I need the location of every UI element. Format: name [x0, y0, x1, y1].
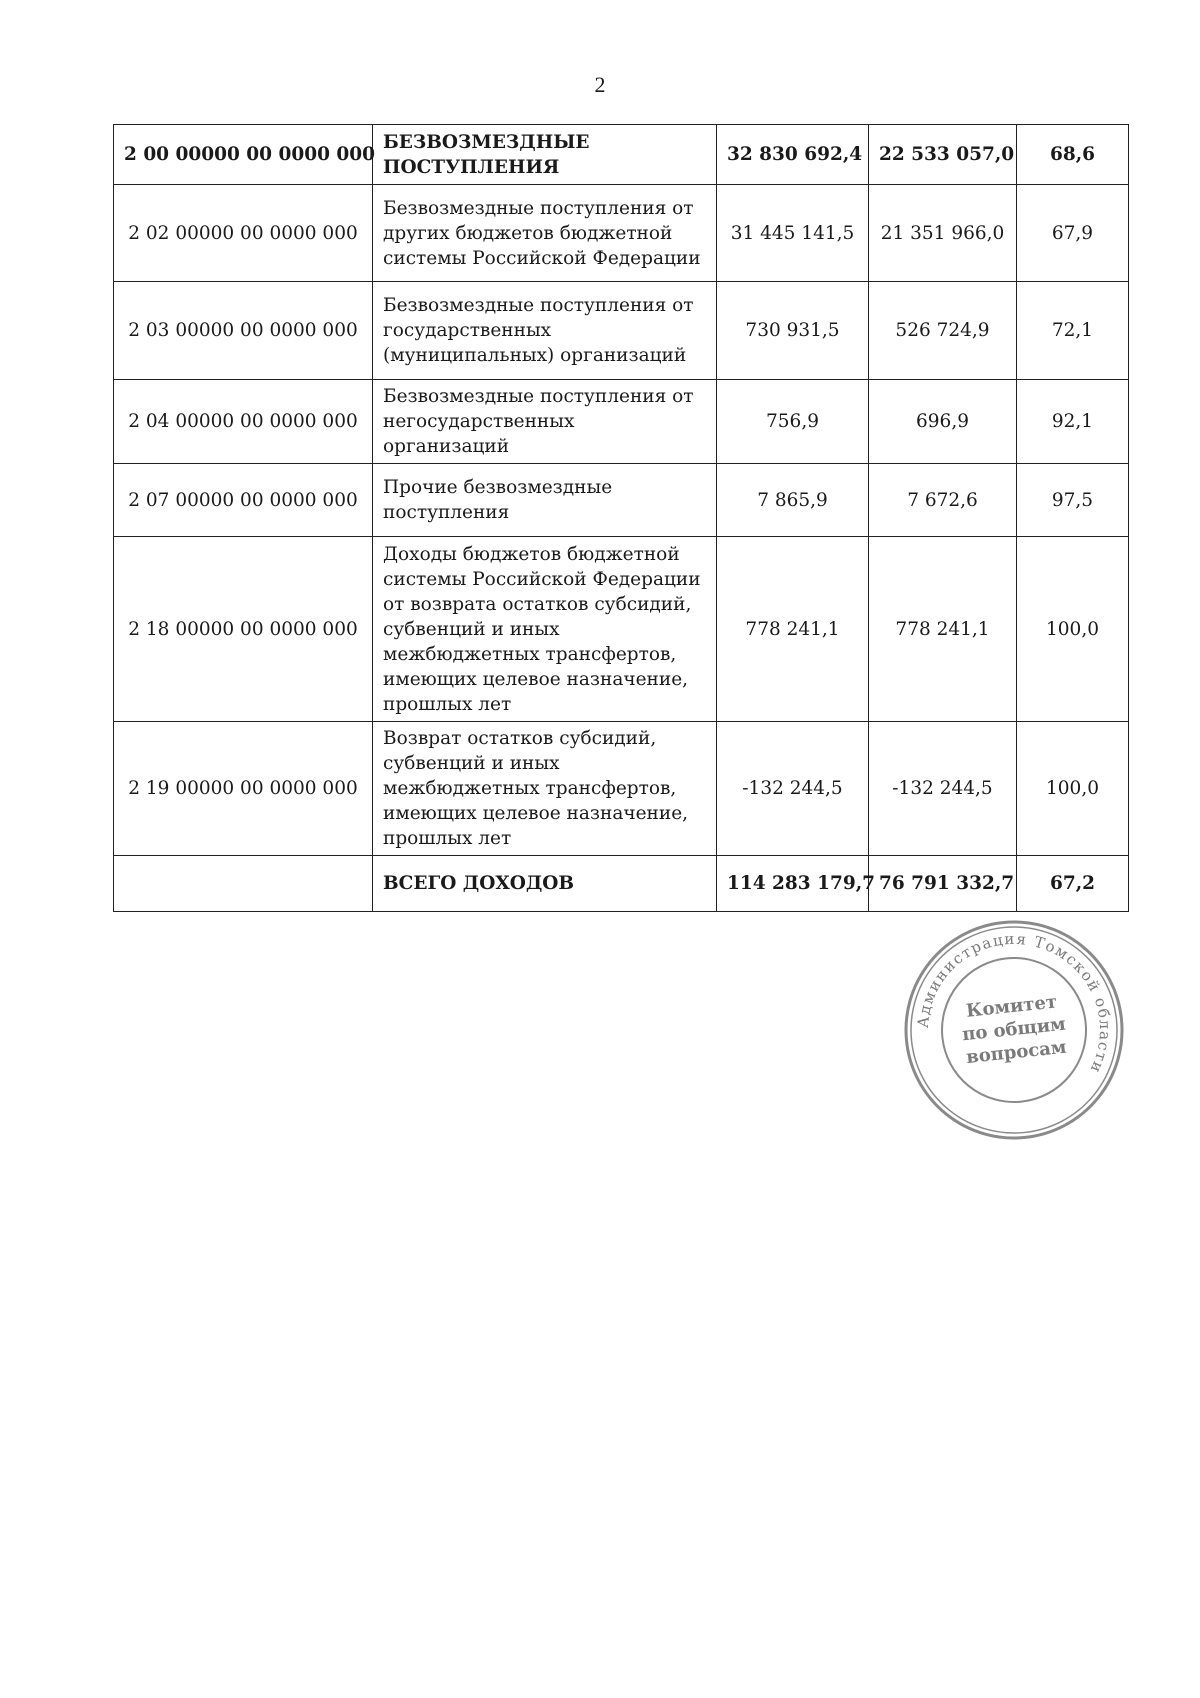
row-plan: 114 283 179,7 [717, 856, 869, 912]
row-plan: 7 865,9 [717, 464, 869, 537]
row-fact: -132 244,5 [869, 722, 1017, 856]
row-fact: 76 791 332,7 [869, 856, 1017, 912]
row-name: ВСЕГО ДОХОДОВ [373, 856, 717, 912]
revenue-table [113, 124, 1129, 912]
stamp-outer-text-path: Администрация Томской области [913, 929, 1115, 1077]
row-code: 2 03 00000 00 0000 000 [114, 282, 373, 380]
row-name: Безвозмездные поступления от негосударственных организаций [373, 380, 717, 464]
row-plan: 31 445 141,5 [717, 185, 869, 282]
table-row [114, 185, 1129, 282]
row-fact: 526 724,9 [869, 282, 1017, 380]
row-code [114, 856, 373, 912]
row-percent: 100,0 [1017, 537, 1129, 722]
row-name: БЕЗВОЗМЕЗДНЫЕ ПОСТУПЛЕНИЯ [373, 125, 717, 185]
row-plan: 756,9 [717, 380, 869, 464]
row-plan: 32 830 692,4 [717, 125, 869, 185]
stamp-line-2: по общим [961, 1013, 1067, 1046]
row-fact: 22 533 057,0 [869, 125, 1017, 185]
row-percent: 67,2 [1017, 856, 1129, 912]
row-code: 2 00 00000 00 0000 000 [114, 125, 373, 185]
row-code: 2 02 00000 00 0000 000 [114, 185, 373, 282]
table-row [114, 722, 1129, 856]
stamp-line-1: Комитет [965, 991, 1058, 1022]
row-plan: -132 244,5 [717, 722, 869, 856]
row-code: 2 04 00000 00 0000 000 [114, 380, 373, 464]
table-row [114, 464, 1129, 537]
row-percent: 72,1 [1017, 282, 1129, 380]
row-name: Доходы бюджетов бюджетной системы Российской Федерации от возврата остатков субсидий, субвенций и иных межбюджетных трансфертов, имеющих целевое назначение, прошлых лет [373, 537, 717, 722]
row-percent: 68,6 [1017, 125, 1129, 185]
row-fact: 778 241,1 [869, 537, 1017, 722]
stamp-line-3: вопросам [965, 1036, 1068, 1069]
official-stamp [891, 907, 1137, 1153]
row-percent: 97,5 [1017, 464, 1129, 537]
row-percent: 67,9 [1017, 185, 1129, 282]
page-number: 2 [594, 72, 606, 97]
row-name: Безвозмездные поступления от других бюджетов бюджетной системы Российской Федерации [373, 185, 717, 282]
row-plan: 778 241,1 [717, 537, 869, 722]
table-row [114, 856, 1129, 912]
row-code: 2 18 00000 00 0000 000 [114, 537, 373, 722]
row-name: Безвозмездные поступления от государственных (муниципальных) организаций [373, 282, 717, 380]
row-name: Возврат остатков субсидий, субвенций и иных межбюджетных трансфертов, имеющих целевое назначение, прошлых лет [373, 722, 717, 856]
row-fact: 7 672,6 [869, 464, 1017, 537]
row-plan: 730 931,5 [717, 282, 869, 380]
row-code: 2 19 00000 00 0000 000 [114, 722, 373, 856]
row-fact: 696,9 [869, 380, 1017, 464]
table-row [114, 125, 1129, 185]
row-percent: 100,0 [1017, 722, 1129, 856]
table-row [114, 537, 1129, 722]
row-code: 2 07 00000 00 0000 000 [114, 464, 373, 537]
table-row [114, 380, 1129, 464]
row-name: Прочие безвозмездные поступления [373, 464, 717, 537]
row-fact: 21 351 966,0 [869, 185, 1017, 282]
row-percent: 92,1 [1017, 380, 1129, 464]
table-row [114, 282, 1129, 380]
